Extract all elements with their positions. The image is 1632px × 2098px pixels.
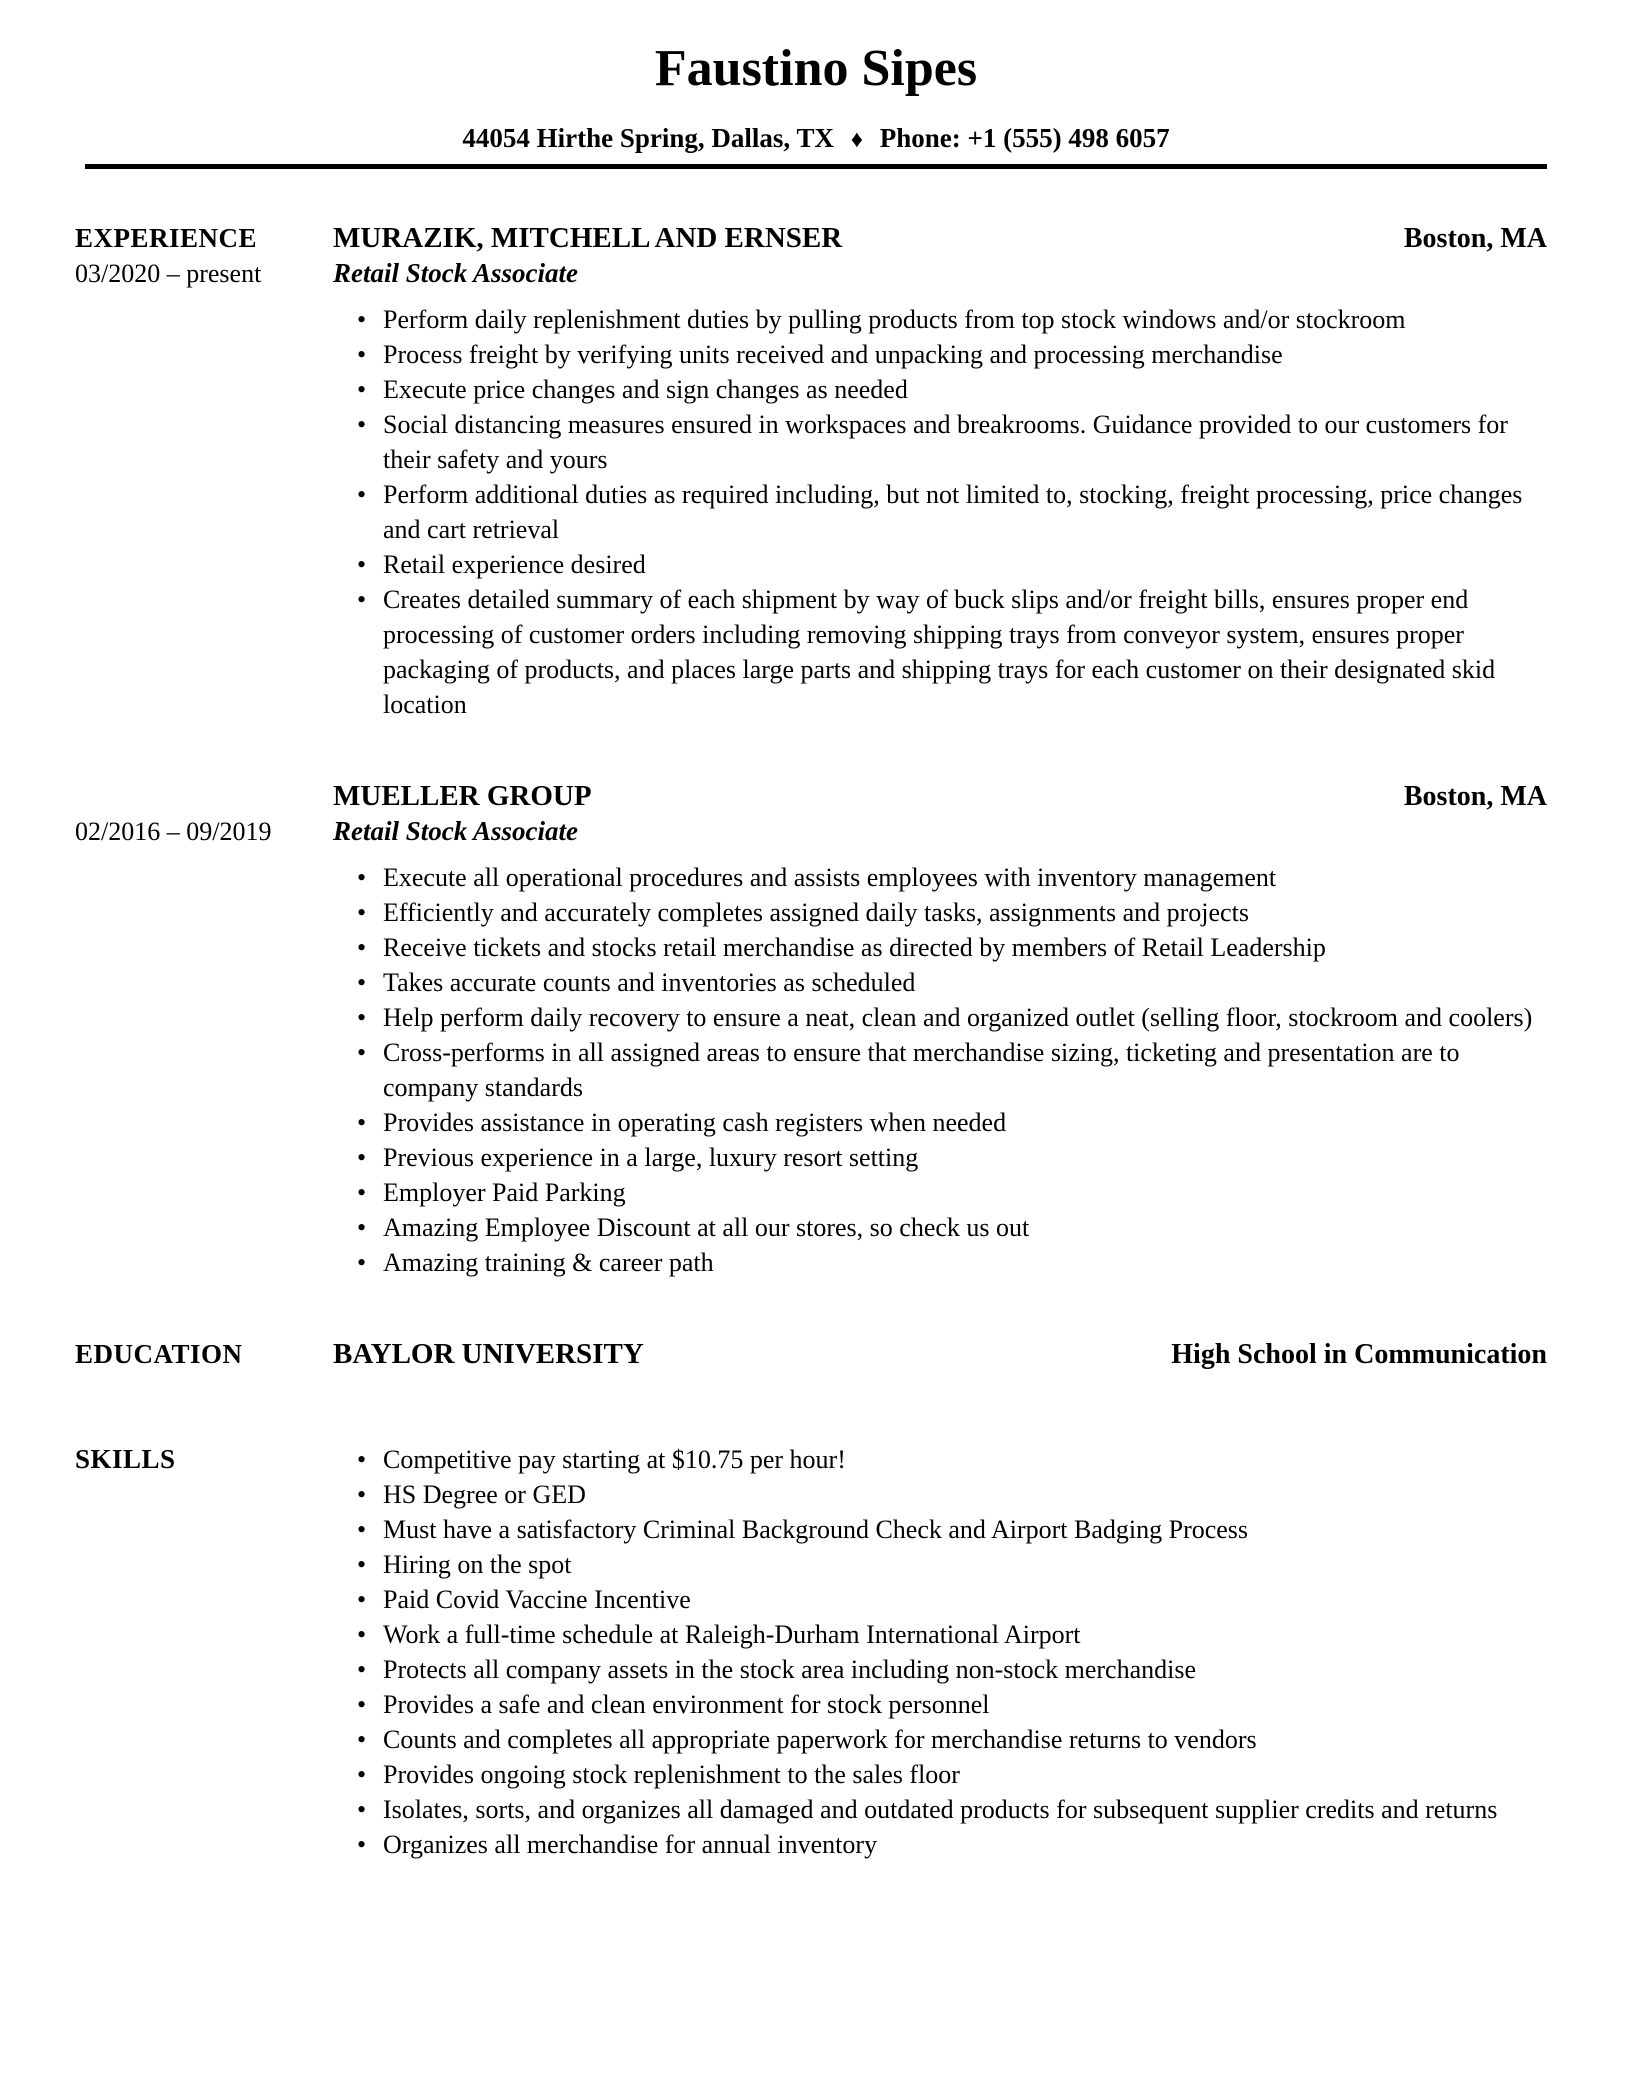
diamond-icon: ♦ [850, 127, 863, 154]
contact-line [85, 123, 1547, 154]
bullet-item: • Creates detailed summary of each shipment by way of buck slips and/or freight bills, ensures proper end processing of customer orders including removing shipping trays from conveyor system, ensures proper packaging of products, and places large parts and shipping trays for each customer on their designated skid location [333, 582, 1547, 722]
bullet-item: • Perform daily replenishment duties by pulling products from top stock windows and/or stockroom [333, 302, 1547, 337]
bullet-item: • Provides ongoing stock replenishment to the sales floor [333, 1757, 1547, 1792]
education-details [333, 1337, 1547, 1372]
bullet-item: • Employer Paid Parking [333, 1175, 1547, 1210]
job2-company: MUELLER GROUP [333, 780, 592, 813]
job1-bullet-list [333, 302, 1547, 722]
job1-header [333, 221, 1547, 256]
education-school: BAYLOR UNIVERSITY [333, 1338, 644, 1371]
bullet-item: • Perform additional duties as required including, but not limited to, stocking, freight processing, price changes and cart retrieval [333, 477, 1547, 547]
bullet-item: • Counts and completes all appropriate paperwork for merchandise returns to vendors [333, 1722, 1547, 1757]
job1-dates: 03/2020 – present [75, 259, 262, 289]
experience-left-column [75, 221, 333, 291]
bullet-item: • Provides a safe and clean environment for stock personnel [333, 1687, 1547, 1722]
bullet-item: • Retail experience desired [333, 547, 1547, 582]
bullet-item: • Efficiently and accurately completes assigned daily tasks, assignments and projects [333, 895, 1547, 930]
job2-details [333, 779, 1547, 1280]
job2-dates: 02/2016 – 09/2019 [75, 817, 272, 847]
bullet-item: • HS Degree or GED [333, 1477, 1547, 1512]
bullet-item: • Work a full-time schedule at Raleigh-Durham International Airport [333, 1617, 1547, 1652]
address-text: 44054 Hirthe Spring, Dallas, TX [462, 123, 834, 154]
experience-section-job2 [75, 779, 1547, 1280]
education-degree: High School in Communication [1171, 1339, 1547, 1371]
bullet-item: • Amazing Employee Discount at all our stores, so check us out [333, 1210, 1547, 1245]
bullet-item: • Social distancing measures ensured in workspaces and breakrooms. Guidance provided to our customers for their safety and yours [333, 407, 1547, 477]
phone-text: Phone: +1 (555) 498 6057 [879, 123, 1170, 154]
job2-location: Boston, MA [1403, 781, 1547, 813]
job2-header [333, 779, 1547, 814]
education-label: EDUCATION [75, 1339, 243, 1370]
education-left-column [75, 1337, 333, 1372]
bullet-item: • Competitive pay starting at $10.75 per hour! [333, 1442, 1547, 1477]
job1-title: Retail Stock Associate [333, 258, 578, 289]
bullet-item: • Must have a satisfactory Criminal Background Check and Airport Badging Process [333, 1512, 1547, 1547]
bullet-item: • Provides assistance in operating cash registers when needed [333, 1105, 1547, 1140]
resume-header [85, 0, 1547, 169]
header-divider [85, 164, 1547, 169]
bullet-item: • Process freight by verifying units received and unpacking and processing merchandise [333, 337, 1547, 372]
skills-section [75, 1442, 1547, 1862]
skills-label: SKILLS [75, 1444, 176, 1475]
bullet-item: • Cross-performs in all assigned areas to ensure that merchandise sizing, ticketing and presentation are to company standards [333, 1035, 1547, 1105]
job1-location: Boston, MA [1403, 223, 1547, 255]
bullet-item: • Hiring on the spot [333, 1547, 1547, 1582]
bullet-item: • Paid Covid Vaccine Incentive [333, 1582, 1547, 1617]
skills-bullet-list [333, 1442, 1547, 1862]
job1-details [333, 221, 1547, 722]
experience-label: EXPERIENCE [75, 223, 258, 254]
person-name: Faustino Sipes [654, 40, 978, 97]
skills-left-column [75, 1442, 333, 1477]
skills-details [333, 1442, 1547, 1862]
job1-company: MURAZIK, MITCHELL AND ERNSER [333, 222, 843, 255]
bullet-item: • Amazing training & career path [333, 1245, 1547, 1280]
education-section [75, 1337, 1547, 1372]
bullet-item: • Protects all company assets in the stock area including non-stock merchandise [333, 1652, 1547, 1687]
experience-section-job1 [75, 221, 1547, 722]
bullet-item: • Help perform daily recovery to ensure a neat, clean and organized outlet (selling floor, stockroom and coolers) [333, 1000, 1547, 1035]
bullet-item: • Isolates, sorts, and organizes all damaged and outdated products for subsequent supplier credits and returns [333, 1792, 1547, 1827]
bullet-item: • Previous experience in a large, luxury resort setting [333, 1140, 1547, 1175]
bullet-item: • Execute price changes and sign changes as needed [333, 372, 1547, 407]
bullet-item: • Organizes all merchandise for annual inventory [333, 1827, 1547, 1862]
job2-title: Retail Stock Associate [333, 816, 578, 847]
education-header [333, 1337, 1547, 1372]
bullet-item: • Receive tickets and stocks retail merchandise as directed by members of Retail Leadership [333, 930, 1547, 965]
bullet-item: • Takes accurate counts and inventories as scheduled [333, 965, 1547, 1000]
job2-bullet-list [333, 860, 1547, 1280]
job2-left-column [75, 779, 333, 849]
bullet-item: • Execute all operational procedures and assists employees with inventory management [333, 860, 1547, 895]
